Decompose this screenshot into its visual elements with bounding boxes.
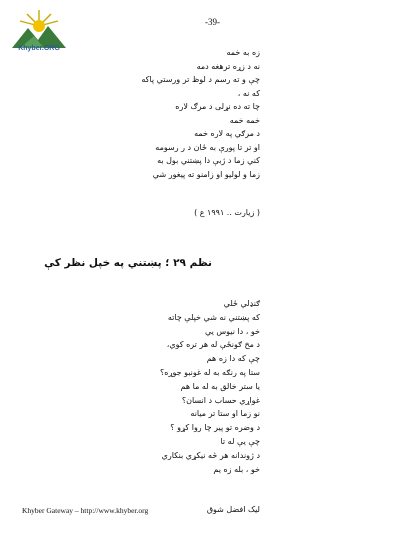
- poem-line: يا ستر خالق به له ما هم: [180, 381, 260, 391]
- poem-line: د وضره تو پير چا روا کړو ؟: [170, 423, 260, 433]
- poem-line: ګنډلي ځلي: [223, 299, 260, 308]
- poem-line: که پښتني نه شي خپلې چاته: [167, 312, 260, 322]
- poem-line: کني زما د ژبې دا پښتني بول به: [157, 156, 260, 165]
- poem-line: که نه ،: [237, 88, 260, 98]
- footer-website: Khyber Gateway – http://www.khyber.org: [22, 506, 149, 515]
- poem-line: او تر تا پورې به ځان د ر رسومه: [155, 142, 260, 152]
- poem-line: چې که دا زه هم: [206, 354, 260, 364]
- poem-line: زما و لوليو او زامنو ته پيغور شي: [152, 169, 260, 179]
- author-credit: ليک افضل شوق: [206, 505, 260, 514]
- poem-1: [60, 46, 260, 181]
- poem-line: د ژوندانه هر څه نيکړي بنکاري: [161, 450, 260, 460]
- poem-line: خو ، بله زه يم: [213, 464, 260, 474]
- poem-line: د مرګي په لاره خمه: [194, 129, 260, 138]
- poem-line: خمه خمه: [229, 115, 260, 125]
- poem-line: ستا په رنګه به له غونبو جوړه؟: [160, 367, 260, 377]
- poem-line: زه به خمه: [226, 48, 260, 57]
- place-date-note: ( زيارت .. ۱۹۹۱ ع ): [194, 208, 260, 217]
- poem-line: چې و ته رسم د لوظ تر ورستي پاکه: [141, 75, 260, 84]
- page-number: -39-: [205, 17, 220, 27]
- logo-text: Khyber.ORG: [18, 45, 60, 52]
- poem-line: خو ، دا نيوس يي: [204, 326, 260, 336]
- poem-line: نو زما او ستا تر ميانه: [190, 409, 260, 419]
- poem-line: غواړي حساب د انسان؟: [181, 395, 260, 405]
- section-title: نظم ۲۹ ؛ پښتني په خپل نظر کې: [44, 257, 212, 269]
- poem-line: د مخ ګونځې له هر تره کوي،: [166, 340, 260, 350]
- poem-line: چې يې له تا: [220, 436, 260, 446]
- poem-line: نه د زړه ترهغه دمه: [196, 61, 260, 71]
- poem-line: چا ته ده نړلی د مرګ لاره: [175, 102, 260, 111]
- poem-2: [60, 297, 260, 476]
